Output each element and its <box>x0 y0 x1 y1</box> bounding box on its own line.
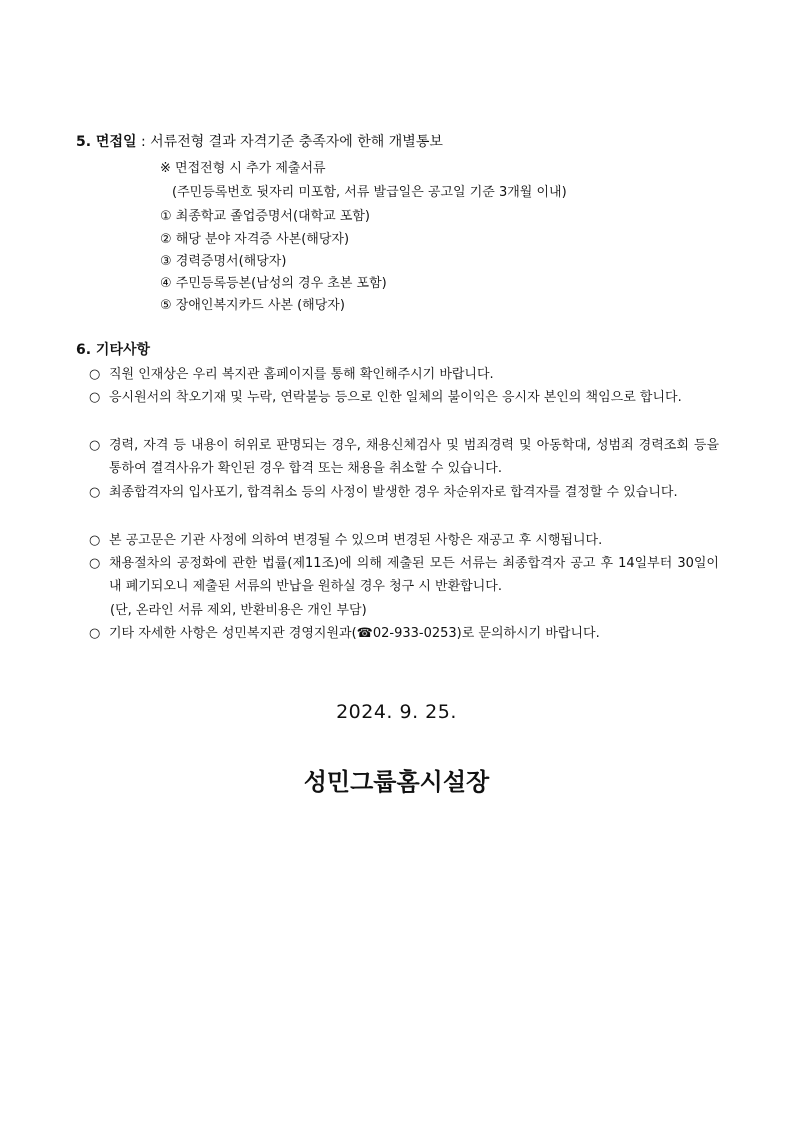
doc-item-3: ③ 경력증명서(해당자) <box>160 254 287 269</box>
notice-item-text: 경력, 자격 등 내용이 허위로 판명되는 경우, 채용신체검사 및 범죄경력 및 아동학대, 성범죄 경력조회 등을 통하여 결격사유가 확인된 경우 합격 또는 채용을 취소할 수 있습니다. <box>109 438 719 476</box>
bullet-icon: ○ <box>89 367 101 382</box>
interview-docs-note-title: ※ 면접전형 시 추가 제출서류 <box>160 161 326 176</box>
doc-item-1: ① 최종학교 졸업증명서(대학교 포함) <box>160 209 371 224</box>
notice-item-text: 기타 자세한 사항은 성민복지관 경영지원과(☎02-933-0253)로 문의하시기 바랍니다. <box>109 626 600 641</box>
section5-text: 서류전형 결과 자격기준 충족자에 한해 개별통보 <box>150 134 443 150</box>
notice-item-4 <box>89 481 719 504</box>
section5-label: 5. 면접일 <box>76 134 137 150</box>
section6-title: 6. 기타사항 <box>76 342 151 358</box>
section5-heading <box>76 131 443 151</box>
bullet-icon: ○ <box>89 390 101 405</box>
notice-item-2 <box>89 386 719 409</box>
notice-item-text: 채용절차의 공정화에 관한 법률(제11조)에 의해 제출된 모든 서류는 최종합격자 공고 후 14일부터 30일이내 폐기되오니 제출된 서류의 반납을 원하실 경우 청구 시 반환합니다. <box>109 556 719 594</box>
bullet-icon: ○ <box>89 556 101 571</box>
return-cost-note: (단, 온라인 서류 제외, 반환비용은 개인 부담) <box>110 603 367 618</box>
notice-item-3 <box>89 434 719 480</box>
bullet-icon: ○ <box>89 438 101 453</box>
notice-item-text: 응시원서의 착오기재 및 누락, 연락불능 등으로 인한 일체의 불이익은 응시자 본인의 책임으로 합니다. <box>109 390 682 405</box>
doc-item-2: ② 해당 분야 자격증 사본(해당자) <box>160 232 350 247</box>
notice-item-text: 최종합격자의 입사포기, 합격취소 등의 사정이 발생한 경우 차순위자로 합격자를 결정할 수 있습니다. <box>109 485 678 500</box>
bullet-icon: ○ <box>89 485 101 500</box>
doc-item-4: ④ 주민등록등본(남성의 경우 초본 포함) <box>160 276 387 291</box>
announcement-date: 2024. 9. 25. <box>336 701 457 723</box>
issuer-signature: 성민그룹홈시설장 <box>303 768 490 796</box>
notice-item-text: 직원 인재상은 우리 복지관 홈페이지를 통해 확인해주시기 바랍니다. <box>109 367 494 382</box>
notice-item-6 <box>89 552 719 598</box>
doc-item-5: ⑤ 장애인복지카드 사본 (해당자) <box>160 298 345 313</box>
interview-docs-note-sub: (주민등록번호 뒷자리 미포함, 서류 발급일은 공고일 기준 3개월 이내) <box>172 185 567 200</box>
notice-item-5 <box>89 529 719 552</box>
notice-item-text: 본 공고문은 기관 사정에 의하여 변경될 수 있으며 변경된 사항은 재공고 후 시행됩니다. <box>109 533 603 548</box>
bullet-icon: ○ <box>89 626 101 641</box>
notice-item-1 <box>89 363 719 386</box>
notice-item-7 <box>89 622 719 645</box>
section5-colon: : <box>136 134 151 150</box>
bullet-icon: ○ <box>89 533 101 548</box>
